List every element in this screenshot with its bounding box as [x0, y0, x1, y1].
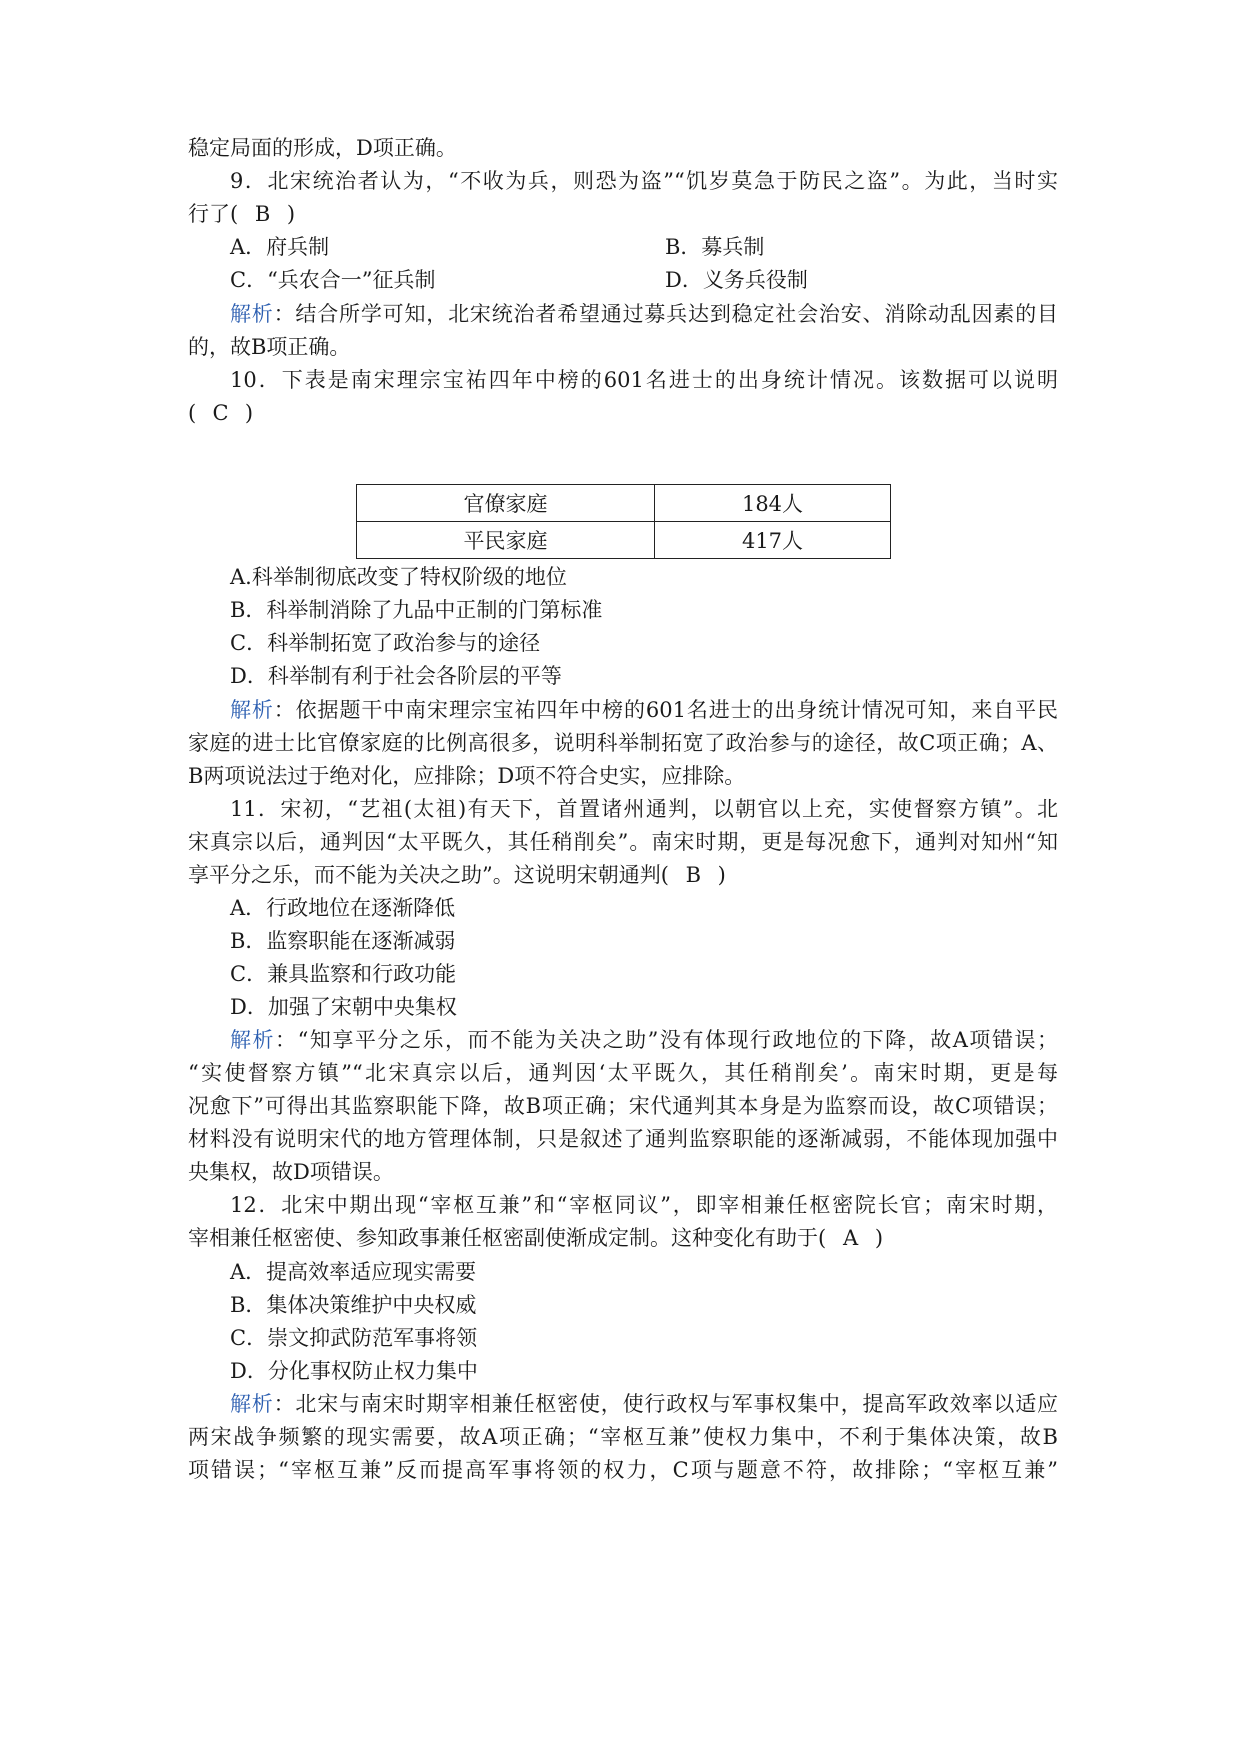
question-9-stem-end: 行了( B )	[188, 202, 296, 226]
explanation-line: 的，故B项正确。	[188, 335, 351, 359]
option-b: B．监察职能在逐渐减弱	[230, 929, 456, 953]
option-b: B．集体决策维护中央权威	[230, 1293, 477, 1317]
option-a: A.科举制彻底改变了特权阶级的地位	[230, 565, 567, 589]
table-cell-value: 184人	[655, 485, 891, 522]
explanation-line: 央集权，故D项错误。	[188, 1160, 394, 1184]
option-c: C．崇文抑武防范军事将领	[230, 1326, 478, 1350]
explanation-line: 家庭的进士比官僚家庭的比例高很多，说明科举制拓宽了政治参与的途径，故C项正确；A、	[188, 731, 1058, 755]
explanation-label: 解析	[230, 1028, 276, 1052]
explanation-line: “实使督察方镇”“北宋真宗以后，通判因‘太平既久，其任稍削矣’。南宋时期，更是每	[188, 1061, 1058, 1085]
question-9-answer: B	[254, 202, 271, 226]
explanation-line: 况愈下”可得出其监察职能下降，故B项正确；宋代通判其本身是为监察而设，故C项错误；	[188, 1094, 1058, 1118]
question-10-answer: C	[212, 401, 229, 425]
table-row	[357, 485, 891, 522]
question-12-stem-end: 宰相兼任枢密使、参知政事兼任枢密副使渐成定制。这种变化有助于( A )	[188, 1226, 884, 1250]
explanation-label: 解析	[230, 698, 274, 722]
question-11-stem: 宋真宗以后，通判因“太平既久，其任稍削矣”。南宋时期，更是每况愈下，通判对知州“知	[188, 830, 1058, 854]
question-10-stem: 10．下表是南宋理宗宝祐四年中榜的601名进士的出身统计情况。该数据可以说明	[230, 368, 1058, 392]
question-11-stem: 11．宋初，“艺祖(太祖)有天下，首置诸州通判，以朝官以上充，实使督察方镇”。北	[230, 797, 1058, 821]
option-b: B．募兵制	[665, 235, 765, 259]
explanation-line: 解析：“知享平分之乐，而不能为关决之助”没有体现行政地位的下降，故A项错误；	[230, 1028, 1058, 1052]
option-d: D．分化事权防止权力集中	[230, 1359, 478, 1383]
option-d: D．义务兵役制	[665, 268, 808, 292]
question-10-stem-end: ( C )	[188, 401, 254, 425]
table-cell-label: 官僚家庭	[357, 485, 655, 522]
question-11-answer: B	[685, 863, 701, 887]
option-b: B．科举制消除了九品中正制的门第标准	[230, 598, 603, 622]
explanation-line: 两宋战争频繁的现实需要，故A项正确；“宰枢互兼”使权力集中，不利于集体决策，故B	[188, 1425, 1058, 1449]
statistics-table	[356, 484, 891, 559]
table-cell-label: 平民家庭	[357, 522, 655, 559]
explanation-label: 解析	[230, 1392, 274, 1416]
option-d: D．加强了宋朝中央集权	[230, 995, 457, 1019]
option-a: A．提高效率适应现实需要	[230, 1260, 477, 1284]
table-cell-value: 417人	[655, 522, 891, 559]
option-a: A．府兵制	[230, 235, 330, 259]
table-row	[357, 522, 891, 559]
question-11-stem-end: 享平分之乐，而不能为关决之助”。这说明宋朝通判( B )	[188, 863, 726, 887]
option-c: C．兼具监察和行政功能	[230, 962, 457, 986]
question-12-answer: A	[842, 1226, 859, 1250]
explanation-line: B两项说法过于绝对化，应排除；D项不符合史实，应排除。	[188, 764, 746, 788]
option-a: A．行政地位在逐渐降低	[230, 896, 456, 920]
explanation-line: 解析：结合所学可知，北宋统治者希望通过募兵达到稳定社会治安、消除动乱因素的目	[230, 302, 1059, 326]
option-d: D．科举制有利于社会各阶层的平等	[230, 664, 562, 688]
question-9-stem: 9．北宋统治者认为，“不收为兵，则恐为盗”“饥岁莫急于防民之盗”。为此，当时实	[230, 169, 1058, 193]
option-c: C．“兵农合一”征兵制	[230, 268, 436, 292]
option-c: C．科举制拓宽了政治参与的途径	[230, 631, 541, 655]
explanation-line: 项错误；“宰枢互兼”反而提高军事将领的权力，C项与题意不符，故排除；“宰枢互兼”	[188, 1458, 1058, 1482]
explanation-line: 解析：北宋与南宋时期宰相兼任枢密使，使行政权与军事权集中，提高军政效率以适应	[230, 1392, 1059, 1416]
explanation-line: 材料没有说明宋代的地方管理体制，只是叙述了通判监察职能的逐渐减弱，不能体现加强中	[188, 1127, 1058, 1151]
question-12-stem: 12．北宋中期出现“宰枢互兼”和“宰枢同议”，即宰相兼任枢密院长官；南宋时期，	[230, 1193, 1058, 1217]
explanation-line: 解析：依据题干中南宋理宗宝祐四年中榜的601名进士的出身统计情况可知，来自平民	[230, 698, 1058, 722]
explanation-label: 解析	[230, 302, 274, 326]
paragraph-line: 稳定局面的形成，D项正确。	[188, 136, 457, 160]
